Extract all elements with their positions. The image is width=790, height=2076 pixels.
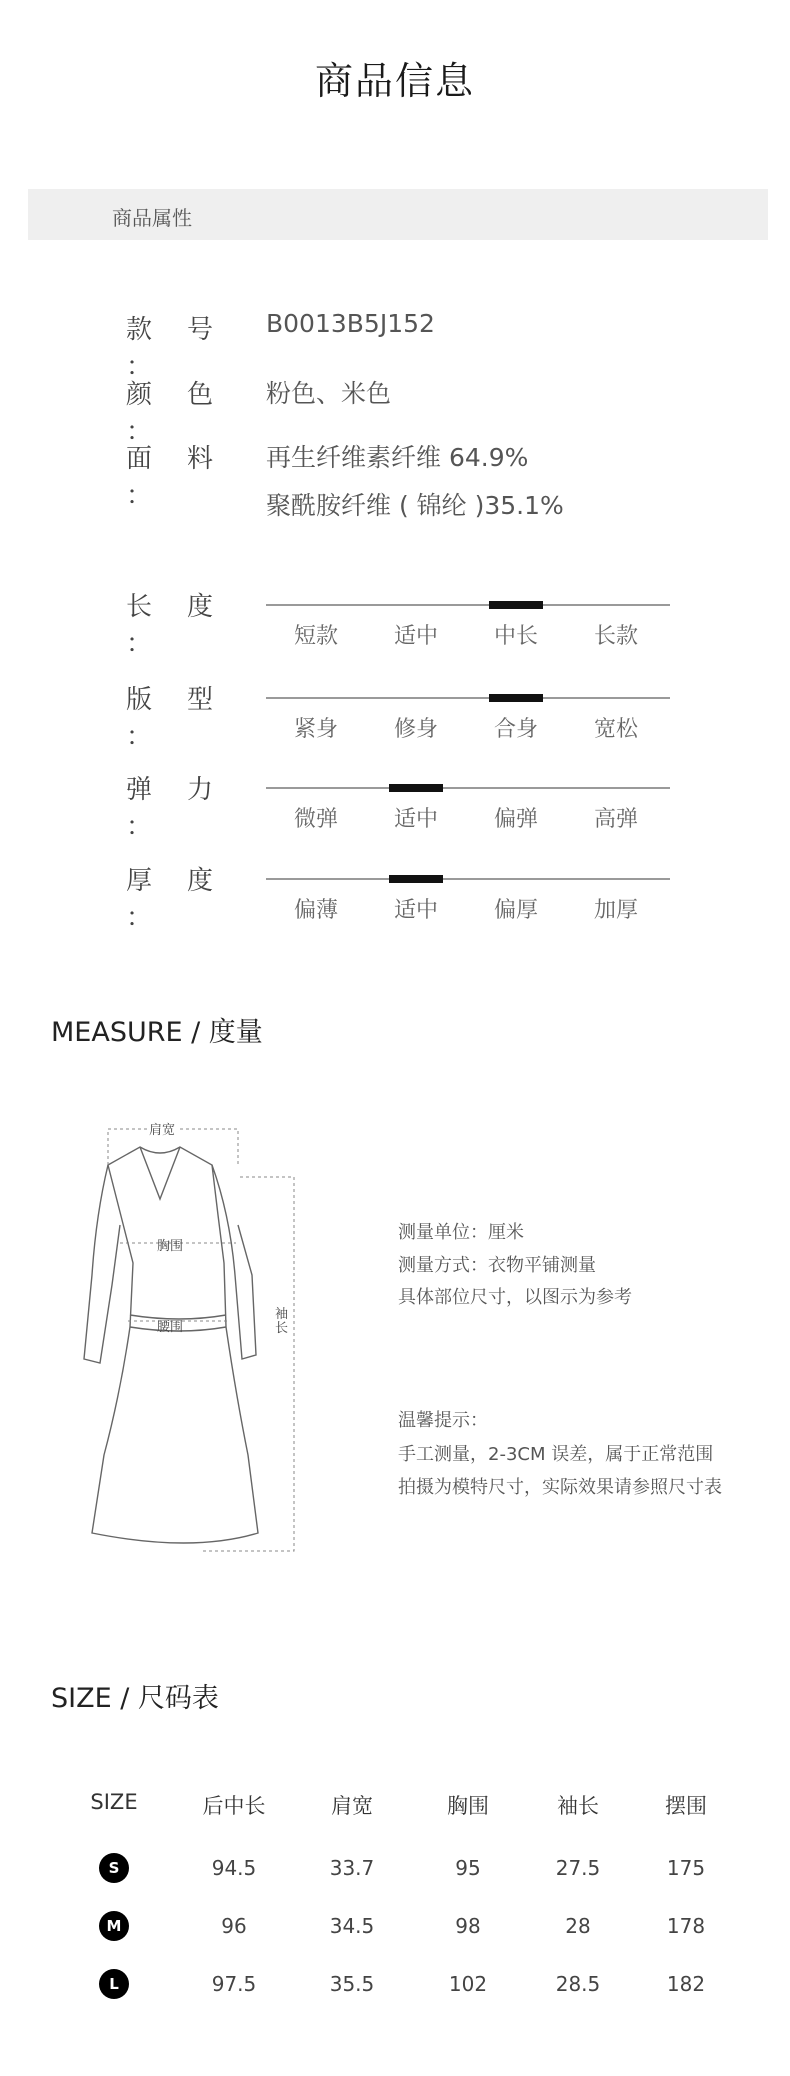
measure-reference: 具体部位尺寸，以图示为参考 <box>398 1287 632 1308</box>
diagram-label-chest: 胸围 <box>157 1239 184 1254</box>
color-value: 粉色、米色 <box>266 379 392 408</box>
thickness-option: 适中 <box>393 898 438 923</box>
thickness-colon: ： <box>126 903 153 933</box>
fit-option: 宽松 <box>593 717 638 742</box>
length-option: 长款 <box>593 624 638 649</box>
measure-unit: 测量单位：厘米 <box>398 1222 524 1243</box>
size-table-cell: 27.5 <box>555 1856 601 1880</box>
elasticity-scale-marker <box>389 784 443 792</box>
length-option: 短款 <box>293 624 338 649</box>
attributes-section-bar <box>28 189 768 240</box>
fit-colon: ： <box>126 722 153 752</box>
size-table-cell: 35.5 <box>329 1972 375 1996</box>
length-scale-line <box>266 604 670 606</box>
elasticity-key-char-1: 弹 <box>126 775 153 805</box>
length-key-char-1: 长 <box>126 592 153 622</box>
diagram-label-sleeve: 袖长 <box>275 1307 289 1336</box>
thickness-key <box>126 860 238 934</box>
thickness-scale-line <box>266 878 670 880</box>
fit-scale-marker <box>489 694 543 702</box>
size-table-header: 后中长 <box>202 1794 266 1818</box>
fabric-key-char-2: 料 <box>187 444 214 474</box>
elasticity-colon: ： <box>126 812 153 842</box>
elasticity-key <box>126 769 238 843</box>
tip-title: 温馨提示： <box>398 1410 488 1431</box>
size-table-cell: 94.5 <box>211 1856 257 1880</box>
size-table-cell: 33.7 <box>329 1856 375 1880</box>
elasticity-key-char-2: 力 <box>187 775 214 805</box>
fit-option: 合身 <box>493 717 538 742</box>
size-table-cell: 28.5 <box>555 1972 601 1996</box>
size-badge: S <box>99 1853 129 1883</box>
measure-method: 测量方式：衣物平铺测量 <box>398 1255 596 1276</box>
tip-line-2: 拍摄为模特尺寸，实际效果请参照尺寸表 <box>398 1477 722 1498</box>
style-no-colon: ： <box>126 352 153 382</box>
color-key-char-2: 色 <box>187 380 214 410</box>
fit-option: 紧身 <box>293 717 338 742</box>
size-table-header: 肩宽 <box>331 1794 373 1818</box>
diagram-label-waist: 腰围 <box>157 1320 184 1335</box>
size-badge: M <box>99 1911 129 1941</box>
page-title: 商品信息 <box>314 59 475 103</box>
size-table-cell: 175 <box>666 1856 706 1880</box>
attributes-section-label: 商品属性 <box>112 206 192 230</box>
length-key-char-2: 度 <box>187 592 214 622</box>
thickness-option: 偏薄 <box>293 898 338 923</box>
size-table-header: 袖长 <box>557 1794 599 1818</box>
thickness-key-char-1: 厚 <box>126 866 153 896</box>
fit-key-char-1: 版 <box>126 685 153 715</box>
thickness-option: 加厚 <box>593 898 638 923</box>
fit-key-char-2: 型 <box>187 685 214 715</box>
length-option: 中长 <box>493 624 538 649</box>
measure-heading: MEASURE / 度量 <box>51 1017 263 1048</box>
size-table-cell: 98 <box>455 1914 481 1938</box>
size-table-cell: 95 <box>455 1856 481 1880</box>
size-table-cell: 178 <box>666 1914 706 1938</box>
fit-key <box>126 679 238 753</box>
color-key-char-1: 颜 <box>126 380 153 410</box>
length-key <box>126 586 238 660</box>
diagram-label-shoulder: 肩宽 <box>147 1119 177 1138</box>
elasticity-option: 高弹 <box>593 807 638 832</box>
style-no-key-char-1: 款 <box>126 315 153 345</box>
length-scale-marker <box>489 601 543 609</box>
fabric-key <box>126 438 238 512</box>
size-table-cell: 182 <box>666 1972 706 1996</box>
size-table-header: 胸围 <box>447 1794 489 1818</box>
size-badge: L <box>99 1969 129 1999</box>
color-key <box>126 374 238 448</box>
style-no-key <box>126 309 238 383</box>
elasticity-scale-line <box>266 787 670 789</box>
elasticity-option: 适中 <box>393 807 438 832</box>
size-table-cell: 28 <box>565 1914 591 1938</box>
thickness-scale-marker <box>389 875 443 883</box>
fit-option: 修身 <box>393 717 438 742</box>
size-table-header: 摆围 <box>665 1794 707 1818</box>
fabric-value-1: 再生纤维素纤维 64.9% <box>266 443 529 472</box>
fabric-value-2: 聚酰胺纤维 ( 锦纶 )35.1% <box>266 491 564 520</box>
size-heading: SIZE / 尺码表 <box>51 1683 219 1714</box>
elasticity-option: 偏弹 <box>493 807 538 832</box>
size-table-header: SIZE <box>90 1790 138 1814</box>
thickness-option: 偏厚 <box>493 898 538 923</box>
color-colon: ： <box>126 417 153 447</box>
length-option: 适中 <box>393 624 438 649</box>
fabric-key-char-1: 面 <box>126 444 153 474</box>
fit-scale-line <box>266 697 670 699</box>
size-table-cell: 34.5 <box>329 1914 375 1938</box>
fabric-colon: ： <box>126 481 153 511</box>
style-no-key-char-2: 号 <box>187 315 214 345</box>
dress-diagram <box>80 1115 310 1570</box>
size-table-cell: 97.5 <box>211 1972 257 1996</box>
thickness-key-char-2: 度 <box>187 866 214 896</box>
length-colon: ： <box>126 629 153 659</box>
size-table-cell: 96 <box>221 1914 247 1938</box>
style-no-value: B0013B5J152 <box>266 309 435 338</box>
tip-line-1: 手工测量，2-3CM 误差，属于正常范围 <box>398 1444 714 1465</box>
size-table-cell: 102 <box>448 1972 488 1996</box>
elasticity-option: 微弹 <box>293 807 338 832</box>
